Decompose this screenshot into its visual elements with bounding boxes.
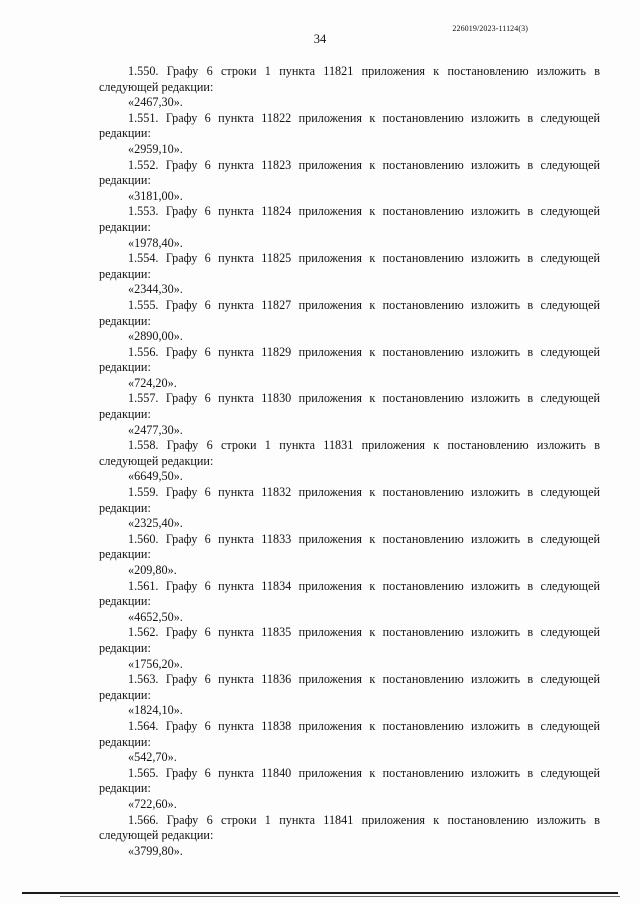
amendment-text: 1.552. Графу 6 пункта 11823 приложения к постановлению изложить в следующей редакции: bbox=[99, 157, 600, 188]
amendment-item bbox=[99, 579, 600, 626]
amendment-text: 1.555. Графу 6 пункта 11827 приложения к постановлению изложить в следующей редакции: bbox=[99, 297, 600, 328]
amendment-value: «1756,20». bbox=[128, 656, 183, 671]
amendment-value: «1978,40». bbox=[128, 235, 183, 250]
amendment-text: 1.563. Графу 6 пункта 11836 приложения к постановлению изложить в следующей редакции: bbox=[99, 672, 600, 702]
amendment-item bbox=[99, 813, 600, 860]
amendment-value: «542,70». bbox=[128, 750, 177, 765]
document-registration-number: 226019/2023-11124(3) bbox=[452, 24, 528, 33]
amendment-value: «2477,30». bbox=[128, 422, 183, 437]
amendment-value: «2959,10». bbox=[128, 141, 183, 156]
amendment-text: 1.564. Графу 6 пункта 11838 приложения к постановлению изложить в следующей редакции: bbox=[99, 718, 600, 749]
amendment-value: «1824,10». bbox=[128, 703, 183, 718]
amendment-item bbox=[99, 158, 600, 205]
amendment-text: 1.561. Графу 6 пункта 11834 приложения к постановлению изложить в следующей редакции: bbox=[99, 578, 600, 609]
amendment-item bbox=[99, 719, 600, 766]
scan-bottom-edge-line bbox=[22, 892, 618, 894]
amendment-item bbox=[99, 532, 600, 579]
amendment-item bbox=[99, 111, 600, 158]
amendment-value: «6649,50». bbox=[128, 469, 183, 484]
amendment-text: 1.553. Графу 6 пункта 11824 приложения к постановлению изложить в следующей редакции: bbox=[99, 204, 600, 234]
amendment-item bbox=[99, 298, 600, 345]
amendment-text: 1.559. Графу 6 пункта 11832 приложения к постановлению изложить в следующей редакции: bbox=[99, 485, 600, 515]
amendment-text: 1.550. Графу 6 строки 1 пункта 11821 приложения к постановлению изложить в следующей редакции: bbox=[99, 64, 600, 94]
amendment-item bbox=[99, 625, 600, 672]
amendment-item bbox=[99, 204, 600, 251]
amendment-item bbox=[99, 251, 600, 298]
amendment-item bbox=[99, 672, 600, 719]
amendment-item bbox=[99, 766, 600, 813]
amendment-value: «2344,30». bbox=[128, 282, 183, 297]
amendment-text: 1.557. Графу 6 пункта 11830 приложения к постановлению изложить в следующей редакции: bbox=[99, 391, 600, 422]
amendment-text: 1.566. Графу 6 строки 1 пункта 11841 приложения к постановлению изложить в следующей редакции: bbox=[99, 812, 600, 843]
amendment-text: 1.565. Графу 6 пункта 11840 приложения к постановлению изложить в следующей редакции: bbox=[99, 765, 600, 796]
amendment-value: «3799,80». bbox=[128, 843, 183, 858]
document-body bbox=[99, 64, 600, 859]
amendment-item bbox=[99, 438, 600, 485]
amendment-text: 1.558. Графу 6 строки 1 пункта 11831 приложения к постановлению изложить в следующей редакции: bbox=[99, 438, 600, 468]
amendment-value: «2325,40». bbox=[128, 516, 183, 531]
amendment-text: 1.551. Графу 6 пункта 11822 приложения к постановлению изложить в следующей редакции: bbox=[99, 110, 600, 141]
amendment-text: 1.556. Графу 6 пункта 11829 приложения к постановлению изложить в следующей редакции: bbox=[99, 344, 600, 375]
amendment-text: 1.554. Графу 6 пункта 11825 приложения к постановлению изложить в следующей редакции: bbox=[99, 251, 600, 281]
amendment-item bbox=[99, 64, 600, 111]
amendment-value: «722,60». bbox=[128, 796, 177, 811]
amendment-value: «209,80». bbox=[128, 563, 177, 577]
amendment-item bbox=[99, 345, 600, 392]
amendment-item bbox=[99, 391, 600, 438]
amendment-value: «2890,00». bbox=[128, 329, 183, 344]
amendment-value: «724,20». bbox=[128, 375, 177, 390]
amendment-value: «4652,50». bbox=[128, 609, 183, 624]
amendment-text: 1.560. Графу 6 пункта 11833 приложения к постановлению изложить в следующей редакции: bbox=[99, 531, 600, 562]
amendment-text: 1.562. Графу 6 пункта 11835 приложения к постановлению изложить в следующей редакции: bbox=[99, 625, 600, 655]
amendment-value: «2467,30». bbox=[128, 95, 183, 110]
amendment-item bbox=[99, 485, 600, 532]
scan-bottom-edge-shadow bbox=[60, 896, 620, 897]
amendment-value: «3181,00». bbox=[128, 188, 183, 203]
page-number: 34 bbox=[313, 32, 327, 46]
